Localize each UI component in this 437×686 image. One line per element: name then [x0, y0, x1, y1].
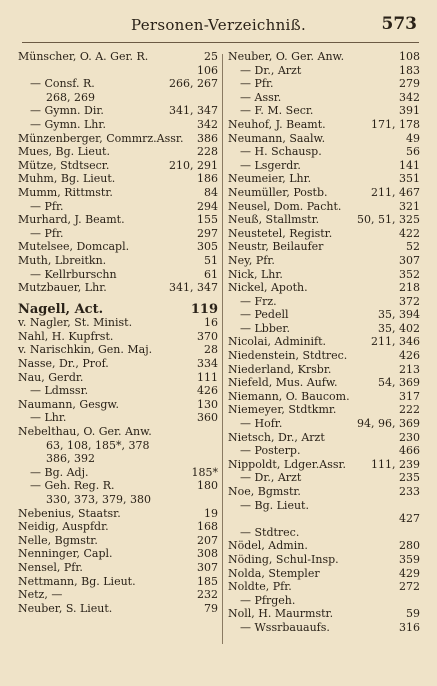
entry-pages: 307 — [399, 253, 420, 267]
page-header — [0, 14, 437, 40]
entry-name: — Geh. Reg. R. — [30, 479, 115, 493]
entry-pages: 207 — [197, 533, 218, 547]
entry-pages: 359 — [399, 552, 420, 566]
entry-pages: 351 — [399, 172, 420, 186]
entry-name: Nebelthau, O. Ger. Anw. — [18, 425, 152, 439]
entry-pages: 50, 51, 325 — [357, 213, 420, 227]
entry-name: — H. Schausp. — [240, 145, 322, 159]
register-entry — [18, 186, 218, 200]
entry-name: — Pfrgeh. — [240, 593, 296, 607]
register-entry — [228, 390, 420, 404]
entry-pages: 222 — [399, 403, 420, 417]
entry-pages: 426 — [399, 349, 420, 363]
entry-pages: 422 — [399, 226, 420, 240]
register-entry — [18, 575, 218, 589]
right-column — [228, 50, 420, 635]
register-entry — [228, 145, 420, 159]
entry-pages: 308 — [197, 547, 218, 561]
entry-name: 330, 373, 379, 380 — [46, 493, 151, 506]
entry-pages: 294 — [197, 199, 218, 213]
entry-pages: 321 — [399, 199, 420, 213]
register-entry — [18, 439, 218, 453]
entry-name: Nippoldt, Ldger.Assr. — [228, 457, 347, 471]
entry-name: Nahl, H. Kupfrst. — [18, 329, 114, 343]
entry-name: Neuber, O. Ger. Anw. — [228, 50, 345, 63]
entry-name: Mutelsee, Domcapl. — [18, 240, 130, 254]
entry-pages: 279 — [399, 77, 420, 91]
register-entry — [228, 186, 420, 200]
entry-pages: 19 — [204, 506, 218, 520]
register-entry — [228, 607, 420, 621]
entry-pages: 49 — [406, 131, 420, 145]
entry-name: Muhm, Bg. Lieut. — [18, 172, 116, 186]
entry-name: — Lhr. — [30, 411, 67, 425]
register-entry — [228, 526, 420, 540]
register-entry — [18, 466, 218, 480]
register-entry — [18, 398, 218, 412]
register-entry — [228, 77, 420, 91]
entry-name: Nensel, Pfr. — [18, 560, 83, 574]
entry-pages: 183 — [399, 63, 420, 77]
entry-name: 268, 269 — [46, 90, 95, 104]
entry-name: — Dr., Arzt — [240, 471, 302, 485]
entry-pages: 352 — [399, 267, 420, 281]
entry-pages: 56 — [406, 145, 420, 159]
entry-pages: 429 — [399, 566, 420, 580]
register-entry — [18, 602, 218, 616]
register-entry — [228, 349, 420, 363]
entry-name: — Ldmssr. — [30, 384, 89, 398]
register-entry — [228, 268, 420, 282]
register-entry — [228, 159, 420, 173]
register-entry — [18, 547, 218, 561]
register-entry — [18, 254, 218, 268]
entry-name: Noll, H. Maurmstr. — [228, 607, 334, 621]
entry-name: Noldte, Pfr. — [228, 580, 292, 594]
entry-pages: 186 — [197, 172, 218, 186]
header-rule — [22, 42, 419, 43]
entry-name: Muth, Lbreitkn. — [18, 253, 107, 267]
entry-pages: 168 — [197, 520, 218, 534]
entry-pages: 391 — [399, 104, 420, 118]
entry-name: Nolda, Stempler — [228, 566, 320, 580]
register-entry — [18, 507, 218, 521]
register-entry — [18, 411, 218, 425]
register-entry — [228, 621, 420, 635]
entry-name: Murhard, J. Beamt. — [18, 213, 125, 227]
entry-name: Nickel, Apoth. — [228, 281, 308, 295]
entry-name: Neuhof, J. Beamt. — [228, 117, 326, 131]
register-entry — [228, 539, 420, 553]
register-entry — [18, 77, 218, 91]
register-entry — [228, 335, 420, 349]
entry-pages: 228 — [197, 145, 218, 159]
page-number: 573 — [381, 14, 417, 34]
register-entry — [228, 64, 420, 78]
entry-pages: 213 — [399, 362, 420, 376]
register-entry — [18, 268, 218, 282]
register-entry — [18, 91, 218, 105]
entry-name: — Kellrburschn — [30, 267, 117, 281]
register-entry — [18, 64, 218, 78]
register-entry — [228, 512, 420, 526]
register-entry — [18, 132, 218, 146]
entry-pages: 386 — [197, 131, 218, 145]
register-entry — [18, 240, 218, 254]
entry-name: Neidig, Auspfdr. — [18, 520, 109, 534]
register-entry — [18, 303, 218, 317]
entry-name: Neumann, Saalw. — [228, 131, 326, 145]
entry-pages: 316 — [399, 620, 420, 634]
entry-pages: 341, 347 — [169, 104, 218, 118]
register-entry — [228, 132, 420, 146]
entry-name: Nettmann, Bg. Lieut. — [18, 574, 136, 588]
entry-name: — Lsgerdr. — [240, 158, 301, 172]
entry-pages: 28 — [204, 343, 218, 357]
entry-pages: 108 — [399, 50, 420, 63]
entry-name: — Pfr. — [30, 226, 64, 240]
entry-name: Nenninger, Capl. — [18, 547, 113, 561]
entry-name: v. Narischkin, Gen. Maj. — [18, 343, 153, 357]
register-entry — [228, 444, 420, 458]
entry-pages: 232 — [197, 588, 218, 602]
entry-name: — Dr., Arzt — [240, 63, 302, 77]
page-title: Personen-Verzeichniß. — [130, 16, 307, 34]
register-entry — [228, 308, 420, 322]
entry-name: Niefeld, Mus. Aufw. — [228, 376, 338, 390]
entry-name: Naumann, Gesgw. — [18, 397, 120, 411]
entry-pages: 341, 347 — [169, 281, 218, 295]
entry-pages: 297 — [197, 226, 218, 240]
entry-name: Neuß, Stallmstr. — [228, 213, 320, 227]
entry-pages: 185 — [197, 574, 218, 588]
register-entry — [228, 594, 420, 608]
entry-pages: 372 — [399, 294, 420, 308]
register-entry — [228, 553, 420, 567]
entry-pages: 235 — [399, 471, 420, 485]
register-entry — [228, 118, 420, 132]
register-entry — [18, 520, 218, 534]
entry-pages: 272 — [399, 580, 420, 594]
entry-name: Mütze, Stdtsecr. — [18, 158, 110, 172]
entry-pages: 305 — [197, 240, 218, 254]
register-entry — [18, 371, 218, 385]
entry-name: v. Nagler, St. Minist. — [18, 316, 133, 330]
register-entry — [18, 316, 218, 330]
entry-name: — Bg. Lieut. — [240, 498, 309, 512]
entry-name: Neumüller, Postb. — [228, 185, 328, 199]
register-entry — [18, 343, 218, 357]
register-entry — [228, 322, 420, 336]
register-entry — [18, 213, 218, 227]
entry-pages: 280 — [399, 539, 420, 553]
register-entry — [18, 384, 218, 398]
register-entry — [18, 452, 218, 466]
register-entry — [228, 91, 420, 105]
register-entry — [18, 159, 218, 173]
entry-pages: 111 — [197, 370, 218, 384]
entry-pages: 211, 346 — [371, 335, 420, 349]
register-entry — [228, 213, 420, 227]
entry-name: Neuber, S. Lieut. — [18, 601, 113, 615]
register-entry — [228, 200, 420, 214]
register-entry — [18, 50, 218, 64]
entry-name: — Gymn. Dir. — [30, 104, 104, 118]
entry-name: Neusel, Dom. Pacht. — [228, 199, 342, 213]
register-entry — [228, 376, 420, 390]
register-entry — [18, 172, 218, 186]
entry-pages: 155 — [197, 213, 218, 227]
register-entry — [18, 104, 218, 118]
entry-name: Nick, Lhr. — [228, 267, 283, 281]
entry-name: Nietsch, Dr., Arzt — [228, 430, 325, 444]
entry-pages: 79 — [204, 601, 218, 615]
entry-name: — Wssrbauaufs. — [240, 620, 330, 634]
register-entry — [18, 281, 218, 295]
register-entry — [228, 499, 420, 513]
register-entry — [18, 588, 218, 602]
register-entry — [228, 580, 420, 594]
entry-name: 63, 108, 185*, 378 — [46, 438, 150, 452]
entry-name: Ney, Pfr. — [228, 253, 275, 267]
entry-name: Nelle, Bgmstr. — [18, 533, 98, 547]
register-entry — [18, 425, 218, 439]
entry-name: Neumeier, Lhr. — [228, 172, 312, 186]
entry-pages: 307 — [197, 560, 218, 574]
register-entry — [228, 254, 420, 268]
entry-name: Nebenius, Staatsr. — [18, 506, 121, 520]
entry-name: Münscher, O. A. Ger. R. — [18, 50, 149, 63]
entry-name: Nicolai, Adminift. — [228, 335, 327, 349]
register-entry — [18, 357, 218, 371]
entry-pages: 185* — [191, 465, 218, 479]
left-column — [18, 50, 218, 615]
register-entry — [228, 458, 420, 472]
entry-name: — Lbber. — [240, 321, 290, 335]
entry-pages: 427 — [399, 512, 420, 526]
register-entry — [228, 363, 420, 377]
entry-name: Noe, Bgmstr. — [228, 485, 301, 498]
entry-pages: 266, 267 — [169, 77, 218, 91]
register-entry — [18, 493, 218, 507]
register-entry — [228, 240, 420, 254]
register-entry — [228, 281, 420, 295]
entry-pages: 130 — [197, 397, 218, 411]
entry-pages: 111, 239 — [371, 457, 420, 471]
entry-pages: 342 — [197, 117, 218, 131]
entry-pages: 94, 96, 369 — [357, 417, 420, 431]
entry-pages: 35, 394 — [378, 308, 420, 322]
register-entry — [18, 118, 218, 132]
entry-pages: 119 — [190, 301, 218, 317]
entry-name: Niederland, Krsbr. — [228, 362, 332, 376]
register-entry — [228, 485, 420, 499]
entry-pages: 218 — [399, 281, 420, 295]
register-entry — [18, 534, 218, 548]
entry-name: — Gymn. Lhr. — [30, 117, 106, 131]
entry-name: Niemann, O. Baucom. — [228, 389, 350, 403]
entry-name: Niedenstein, Stdtrec. — [228, 349, 348, 363]
entry-pages: 334 — [197, 357, 218, 371]
register-entry — [228, 431, 420, 445]
register-entry — [228, 417, 420, 431]
register-entry — [228, 471, 420, 485]
register-entry — [18, 227, 218, 241]
entry-name: — Frz. — [240, 294, 277, 308]
register-entry — [18, 479, 218, 493]
register-entry — [228, 172, 420, 186]
register-entry — [228, 295, 420, 309]
entry-name: — Pfr. — [30, 199, 64, 213]
entry-pages: 61 — [204, 267, 218, 281]
register-entry — [18, 330, 218, 344]
register-entry — [18, 200, 218, 214]
register-entry — [18, 561, 218, 575]
register-entry — [228, 567, 420, 581]
entry-pages: 84 — [204, 185, 218, 199]
entry-pages: 466 — [399, 444, 420, 458]
entry-name: Münzenberger, Commrz.Assr. — [18, 131, 184, 145]
entry-pages: 51 — [204, 253, 218, 267]
entry-name: Nöding, Schul-Insp. — [228, 552, 339, 566]
entry-name: Nasse, Dr., Prof. — [18, 357, 109, 371]
entry-pages: 106 — [197, 63, 218, 77]
entry-name: Neustr, Beilaufer — [228, 240, 324, 254]
entry-pages: 59 — [406, 607, 420, 621]
entry-pages: 426 — [197, 384, 218, 398]
entry-name: Nau, Gerdr. — [18, 370, 84, 384]
entry-name: — Pedell — [240, 308, 289, 322]
entry-name: Niemeyer, Stdtkmr. — [228, 403, 337, 417]
entry-name: — Stdtrec. — [240, 525, 300, 539]
entry-name: Mumm, Rittmstr. — [18, 185, 113, 199]
register-entry — [228, 227, 420, 241]
register-entry — [228, 104, 420, 118]
register-entry — [18, 145, 218, 159]
entry-pages: 370 — [197, 329, 218, 343]
entry-name: — Assr. — [240, 90, 282, 104]
entry-name: — Bg. Adj. — [30, 465, 89, 479]
entry-pages: 230 — [399, 430, 420, 444]
entry-pages: 25 — [204, 50, 218, 63]
entry-name: Mues, Bg. Lieut. — [18, 145, 110, 159]
entry-pages: 35, 402 — [378, 321, 420, 335]
entry-name: 386, 392 — [46, 452, 95, 466]
register-entry — [228, 403, 420, 417]
entry-pages: 317 — [399, 389, 420, 403]
entry-name: — F. M. Secr. — [240, 104, 314, 118]
entry-pages: 210, 291 — [169, 158, 218, 172]
entry-name: Neustetel, Registr. — [228, 226, 333, 240]
entry-name: Mutzbauer, Lhr. — [18, 281, 107, 295]
entry-name: — Hofr. — [240, 417, 283, 431]
entry-name: Netz, — — [18, 588, 63, 602]
entry-pages: 52 — [406, 240, 420, 254]
entry-name: Nagell, Act. — [18, 301, 104, 317]
entry-pages: 54, 369 — [378, 376, 420, 390]
entry-pages: 171, 178 — [371, 117, 420, 131]
entry-name: — Pfr. — [240, 77, 274, 91]
register-entry — [228, 50, 420, 64]
entry-name: Nödel, Admin. — [228, 539, 308, 553]
entry-pages: 211, 467 — [371, 185, 420, 199]
entry-pages: 141 — [399, 158, 420, 172]
entry-pages: 233 — [399, 485, 420, 498]
entry-name: — Posterp. — [240, 444, 301, 458]
entry-pages: 16 — [204, 316, 218, 330]
entry-pages: 360 — [197, 411, 218, 425]
entry-name: — Consf. R. — [30, 77, 95, 91]
entry-pages: 180 — [197, 479, 218, 493]
entry-pages: 342 — [399, 90, 420, 104]
